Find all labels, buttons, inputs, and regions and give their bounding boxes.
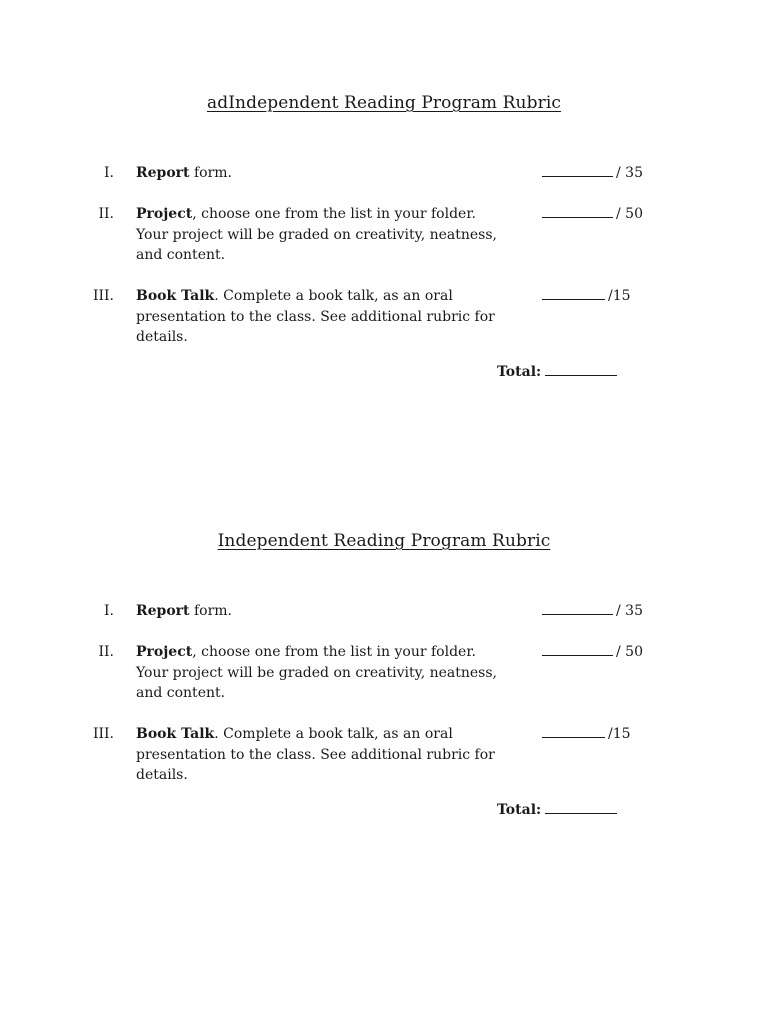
rubric-title: adIndependent Reading Program Rubric (207, 93, 561, 113)
item-score (542, 204, 643, 225)
item-name: Book Talk (136, 288, 215, 304)
total-label: Total: (497, 802, 542, 818)
item-score-max: / 50 (616, 206, 643, 222)
item-numeral: II. (98, 206, 114, 222)
item-text: . Complete a book talk, as an oral presentation to the class. See additional rubric for details. (136, 726, 495, 783)
total-field (497, 362, 617, 380)
item-numeral: I. (104, 603, 114, 619)
total-field (497, 800, 617, 818)
item-score-max: / 35 (616, 603, 643, 619)
item-name: Report (136, 165, 190, 181)
item-numeral: III. (92, 726, 114, 742)
item-description (136, 642, 506, 704)
item-score-max: /15 (608, 726, 631, 742)
score-blank-line (542, 724, 605, 738)
item-description (136, 724, 506, 786)
item-text: . Complete a book talk, as an oral presentation to the class. See additional rubric for details. (136, 288, 495, 345)
item-name: Project (136, 644, 193, 660)
item-text: , choose one from the list in your folder. Your project will be graded on creativity, neatness, and content. (136, 206, 497, 263)
item-description (136, 204, 506, 266)
item-name: Report (136, 603, 190, 619)
item-score (542, 601, 643, 622)
total-blank-line (545, 362, 617, 376)
item-text: form. (189, 165, 232, 181)
rubric-top (0, 93, 768, 380)
score-blank-line (542, 286, 605, 300)
score-blank-line (542, 163, 613, 177)
item-description (136, 163, 506, 184)
rubric-bottom (0, 531, 768, 818)
score-blank-line (542, 204, 613, 218)
total-label: Total: (497, 364, 542, 380)
item-name: Book Talk (136, 726, 215, 742)
item-score-max: / 35 (616, 165, 643, 181)
item-score (542, 163, 643, 184)
item-score-max: / 50 (616, 644, 643, 660)
total-blank-line (545, 800, 617, 814)
item-description (136, 601, 506, 622)
item-score (542, 286, 631, 307)
item-text: form. (189, 603, 232, 619)
item-numeral: III. (92, 288, 114, 304)
item-name: Project (136, 206, 193, 222)
item-description (136, 286, 506, 348)
score-blank-line (542, 642, 613, 656)
item-numeral: II. (98, 644, 114, 660)
rubric-title: Independent Reading Program Rubric (217, 531, 551, 551)
item-numeral: I. (104, 165, 114, 181)
item-score-max: /15 (608, 288, 631, 304)
item-score (542, 724, 631, 745)
item-score (542, 642, 643, 663)
score-blank-line (542, 601, 613, 615)
item-text: , choose one from the list in your folder. Your project will be graded on creativity, neatness, and content. (136, 644, 497, 701)
